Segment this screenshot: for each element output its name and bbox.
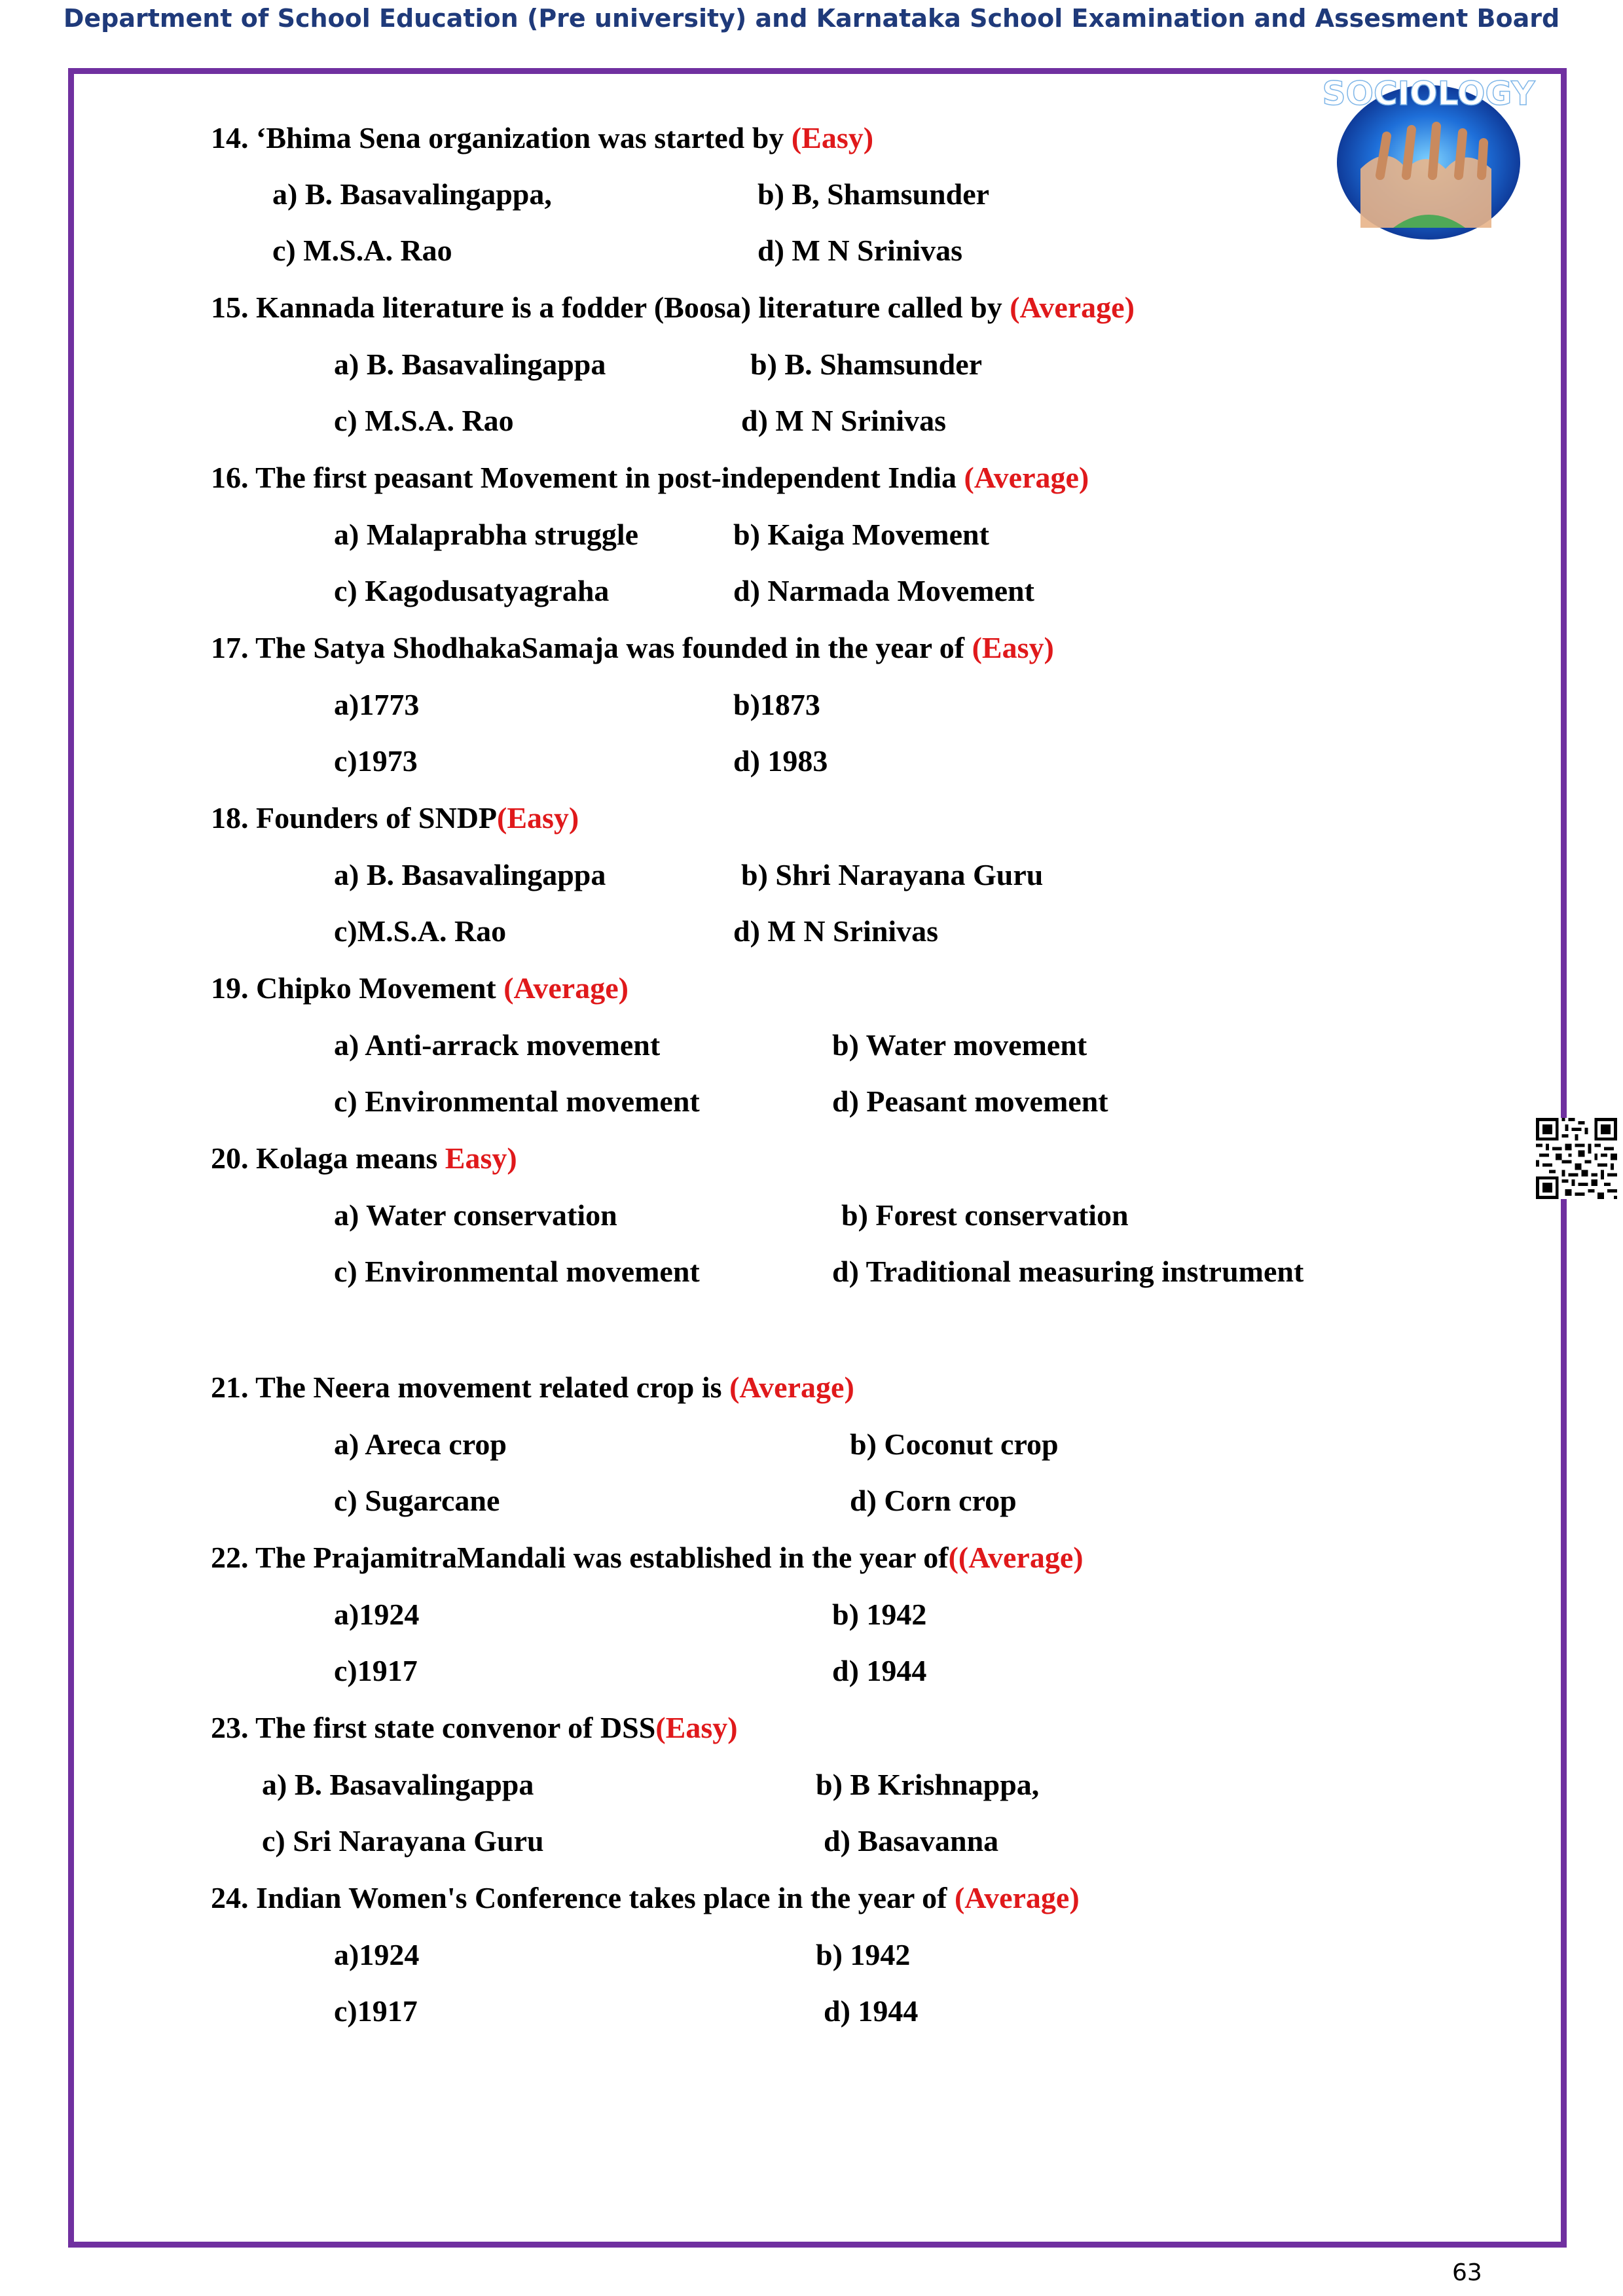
option-d: d) Corn crop — [850, 1484, 1017, 1517]
option-a: a) Anti-arrack movement — [334, 1028, 661, 1062]
question-stem: 18. Founders of SNDP(Easy) — [211, 801, 579, 834]
difficulty-label: (Average) — [954, 1881, 1080, 1914]
option-b: b)1873 — [733, 688, 820, 721]
sociology-logo — [1322, 71, 1535, 242]
option-a: a) B. Basavalingappa — [334, 348, 606, 381]
difficulty-label: (Average) — [964, 461, 1089, 494]
page-header: Department of School Education (Pre university) and Karnataka School Examination and Assesment Board — [63, 4, 1560, 33]
option-d: d) Peasant movement — [832, 1085, 1108, 1118]
option-a: a) B. Basavalingappa, — [272, 177, 552, 211]
option-d: d) M N Srinivas — [757, 234, 963, 267]
difficulty-label: (Easy) — [497, 801, 579, 834]
option-a: a) B. Basavalingappa — [334, 858, 606, 891]
option-c: c)M.S.A. Rao — [334, 914, 507, 948]
option-b: b) Water movement — [832, 1028, 1087, 1062]
option-a: a)1924 — [334, 1938, 420, 1971]
option-c: c)1917 — [334, 1994, 418, 2028]
question-stem: 16. The first peasant Movement in post-independent India (Average) — [211, 461, 1089, 494]
page-number: 63 — [1452, 2259, 1482, 2286]
question-stem: 21. The Neera movement related crop is (Average) — [211, 1371, 854, 1404]
question-stem: 14. ‘Bhima Sena organization was started by (Easy) — [211, 121, 874, 154]
option-a: a) Malaprabha struggle — [334, 518, 639, 551]
question-stem: 23. The first state convenor of DSS(Easy) — [211, 1711, 738, 1744]
option-c: c) Environmental movement — [334, 1085, 700, 1118]
option-c: c)1973 — [334, 744, 418, 778]
difficulty-label: Easy) — [445, 1141, 517, 1175]
option-d: d) M N Srinivas — [741, 404, 947, 437]
difficulty-label: ((Average) — [948, 1541, 1084, 1574]
option-c: c)1917 — [334, 1654, 418, 1687]
option-b: b) Shri Narayana Guru — [741, 858, 1044, 891]
difficulty-label: (Average) — [1010, 291, 1135, 324]
option-d: d) 1944 — [824, 1994, 919, 2028]
difficulty-label: (Easy) — [791, 121, 874, 154]
logo-text: SOCIOLOGY — [1322, 75, 1535, 113]
difficulty-label: (Easy) — [655, 1711, 738, 1744]
option-c: c) M.S.A. Rao — [272, 234, 452, 267]
question-stem: 20. Kolaga means Easy) — [211, 1141, 517, 1175]
question-stem: 22. The PrajamitraMandali was established in the year of((Average) — [211, 1541, 1084, 1574]
option-d: d) Traditional measuring instrument — [832, 1255, 1304, 1288]
difficulty-label: (Average) — [729, 1371, 854, 1404]
option-d: d) 1944 — [832, 1654, 927, 1687]
option-d: d) M N Srinivas — [733, 914, 939, 948]
question-stem: 19. Chipko Movement (Average) — [211, 971, 629, 1005]
option-b: b) 1942 — [816, 1938, 911, 1971]
option-b: b) Forest conservation — [841, 1198, 1129, 1232]
option-d: d) 1983 — [733, 744, 828, 778]
difficulty-label: (Easy) — [972, 631, 1054, 664]
question-stem: 15. Kannada literature is a fodder (Boosa) literature called by (Average) — [211, 291, 1135, 324]
option-d: d) Basavanna — [824, 1824, 999, 1857]
option-c: c) Environmental movement — [334, 1255, 700, 1288]
option-a: a)1773 — [334, 688, 420, 721]
option-c: c) Kagodusatyagraha — [334, 574, 610, 607]
option-c: c) Sugarcane — [334, 1484, 500, 1517]
option-b: b) B, Shamsunder — [757, 177, 990, 211]
option-b: b) B Krishnappa, — [816, 1768, 1040, 1801]
question-stem: 17. The Satya ShodhakaSamaja was founded in the year of (Easy) — [211, 631, 1054, 664]
option-b: b) 1942 — [832, 1598, 927, 1631]
option-c: c) Sri Narayana Guru — [262, 1824, 544, 1857]
option-a: a) Water conservation — [334, 1198, 617, 1232]
question-stem: 24. Indian Women's Conference takes place in the year of (Average) — [211, 1881, 1080, 1914]
option-a: a) B. Basavalingappa — [262, 1768, 534, 1801]
qr-code[interactable] — [1536, 1118, 1617, 1199]
option-b: b) Kaiga Movement — [733, 518, 989, 551]
difficulty-label: (Average) — [503, 971, 629, 1005]
option-c: c) M.S.A. Rao — [334, 404, 514, 437]
option-d: d) Narmada Movement — [733, 574, 1034, 607]
option-a: a)1924 — [334, 1598, 420, 1631]
option-a: a) Areca crop — [334, 1427, 507, 1461]
option-b: b) B. Shamsunder — [750, 348, 983, 381]
option-b: b) Coconut crop — [850, 1427, 1059, 1461]
